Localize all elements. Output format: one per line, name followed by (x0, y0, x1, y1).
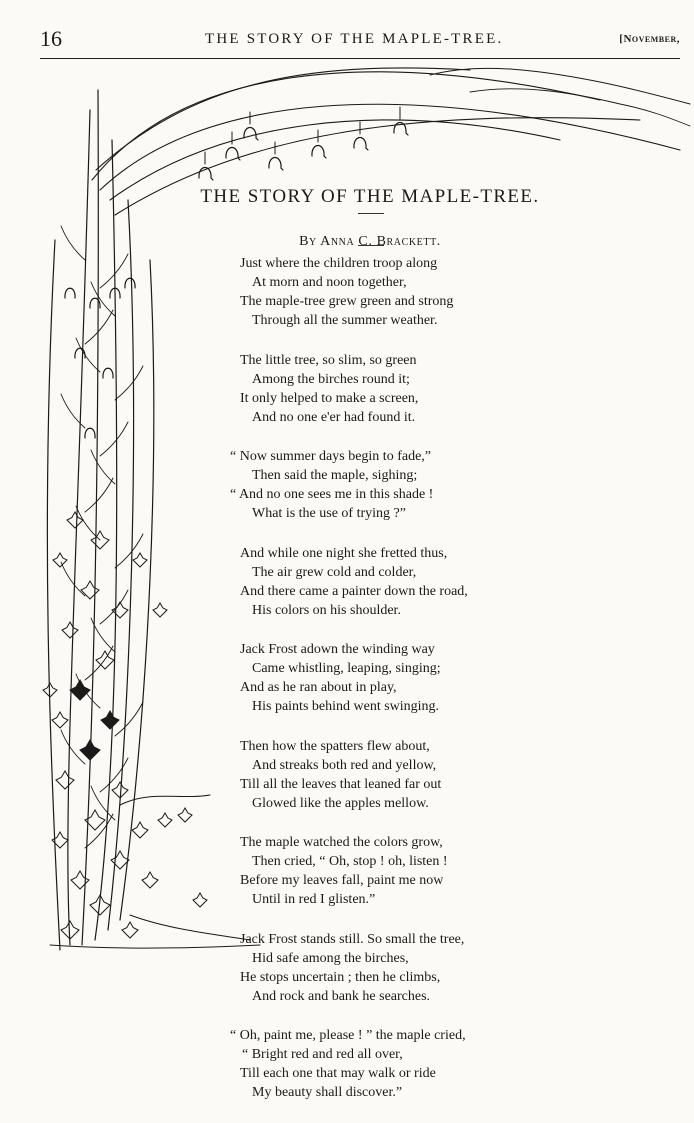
running-title: THE STORY OF THE MAPLE-TREE. (205, 31, 504, 47)
poem-line: He stops uncertain ; then he climbs, (240, 969, 441, 985)
poem-line: My beauty shall discover.” (252, 1085, 403, 1100)
poem-line: Then said the maple, sighing; (252, 468, 418, 483)
poem-line: And as he ran about in play, (240, 680, 397, 695)
poem-line: The little tree, so slim, so green (240, 352, 417, 368)
poem-line: “ Bright red and red all over, (242, 1047, 403, 1062)
stanza (240, 351, 560, 427)
poem-line: Hid safe among the birches, (252, 950, 409, 966)
poem-line: Till all the leaves that leaned far out (240, 776, 442, 792)
poem-line: Then how the spatters flew about, (240, 738, 430, 754)
stanza (240, 640, 560, 716)
poem-line: And while one night she fretted thus, (240, 545, 448, 561)
stanza (240, 737, 560, 813)
stanza (240, 833, 560, 909)
poem-line: “ Oh, paint me, please ! ” the maple cried, (230, 1028, 466, 1043)
poem-line: At morn and noon together, (252, 275, 407, 290)
poem-line: Until in red I glisten.” (252, 892, 376, 907)
poem-line: And no one e'er had found it. (252, 409, 416, 425)
poem-line: “ Now summer days begin to fade,” (230, 449, 431, 464)
poem-line: “ And no one sees me in this shade ! (230, 487, 434, 502)
poem-line: Before my leaves fall, paint me now (240, 873, 444, 888)
byline-rule (358, 245, 384, 246)
poem-line: Jack Frost adown the winding way (240, 642, 435, 657)
title-rule (358, 213, 384, 214)
poem-line: Just where the children troop along (240, 256, 438, 271)
poem-line: The maple-tree grew green and strong (240, 294, 454, 309)
stanza (230, 1026, 560, 1102)
poem-line: And there came a painter down the road, (240, 583, 468, 599)
poem (230, 254, 560, 1123)
poem-line: Then cried, “ Oh, stop ! oh, listen ! (252, 854, 448, 869)
stanza (240, 930, 560, 1006)
poem-line: What is the use of trying ?” (252, 506, 406, 521)
running-month: [November, (619, 33, 680, 45)
poem-line: And streaks both red and yellow, (252, 757, 437, 773)
poem-line: Till each one that may walk or ride (240, 1066, 436, 1081)
article-byline: By Anna C. Brackett. (299, 234, 441, 249)
poem-line: Jack Frost stands still. So small the tree, (240, 931, 465, 947)
poem-line: His paints behind went swinging. (252, 699, 440, 714)
poem-line: It only helped to make a screen, (240, 390, 419, 406)
article-title: THE STORY OF THE MAPLE-TREE. (200, 186, 540, 207)
stanza (240, 544, 560, 620)
poem-line: Through all the summer weather. (252, 313, 438, 328)
stanza (240, 254, 560, 330)
poem-line: The air grew cold and colder, (252, 564, 417, 580)
poem-line: Among the birches round it; (252, 371, 410, 387)
poem-line: The maple watched the colors grow, (240, 835, 443, 850)
page-number: 16 (40, 26, 62, 51)
poem-line: And rock and bank he searches. (252, 988, 431, 1004)
poem-line: His colors on his shoulder. (252, 602, 401, 618)
poem-line: Glowed like the apples mellow. (252, 795, 429, 811)
poem-line: Came whistling, leaping, singing; (252, 661, 441, 676)
stanza (230, 447, 560, 523)
